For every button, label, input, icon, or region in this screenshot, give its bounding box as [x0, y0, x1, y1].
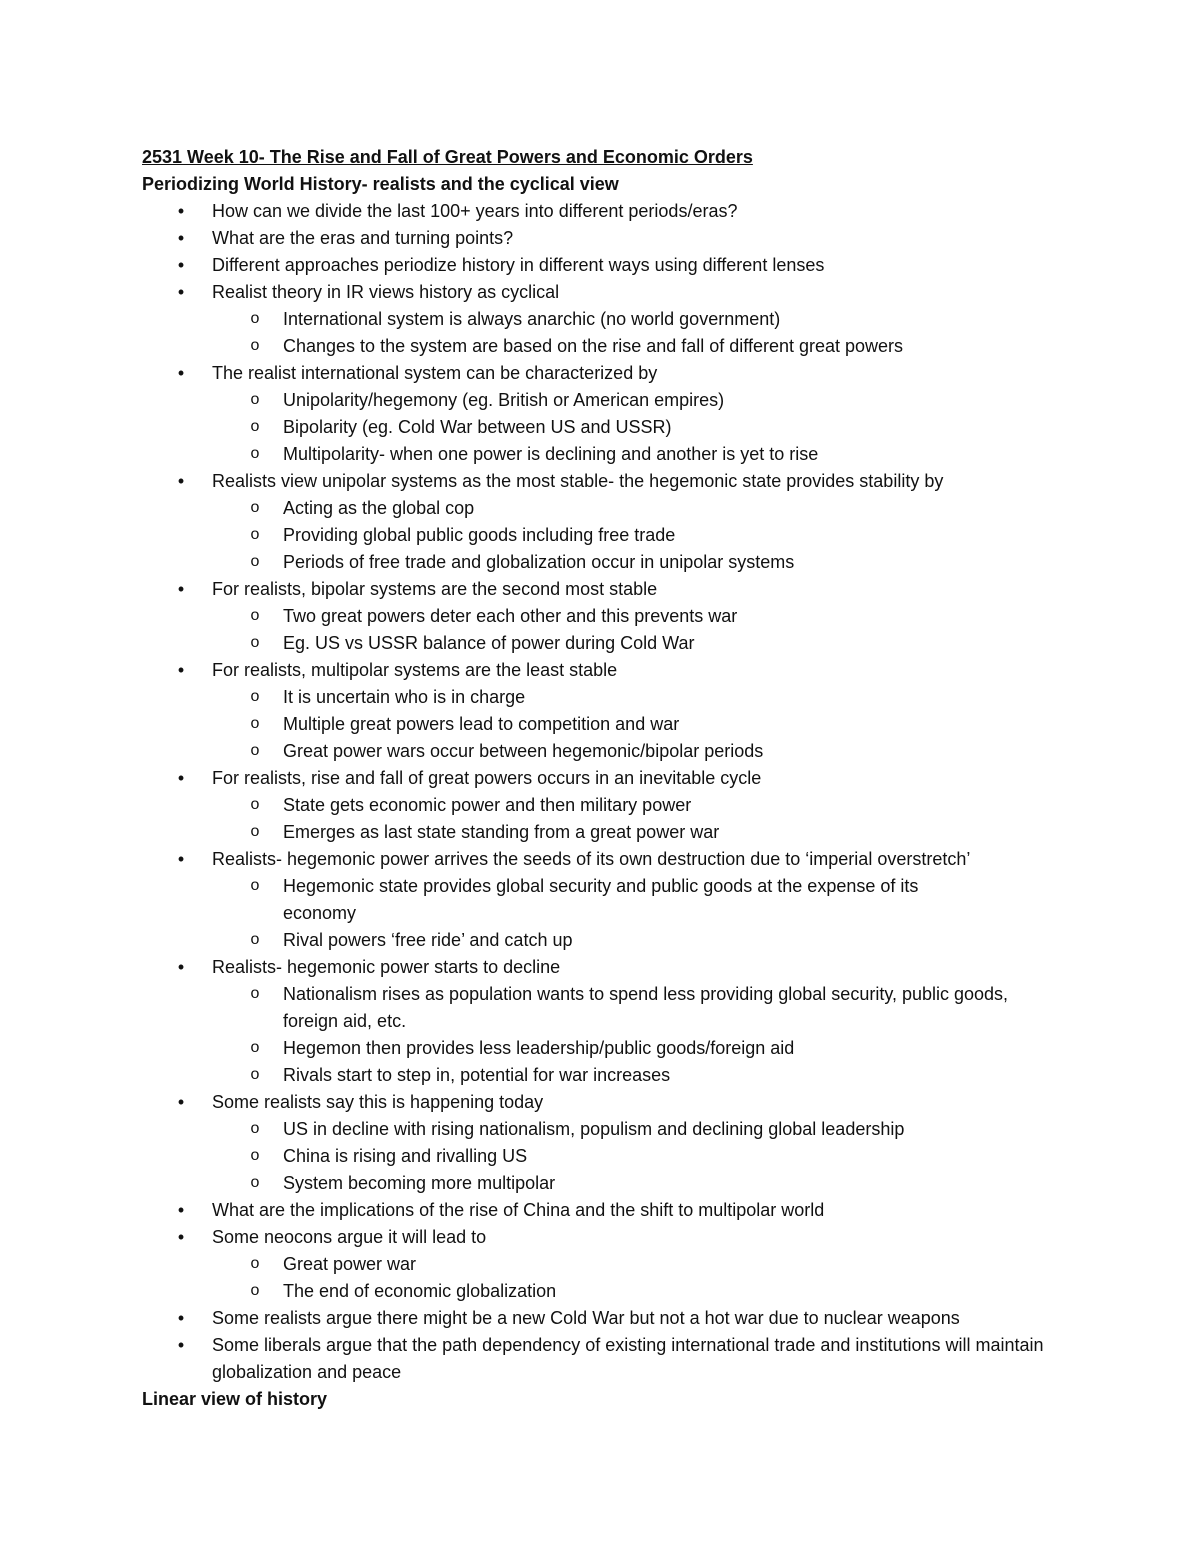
sub-bullet-icon: o	[250, 607, 260, 624]
sub-bullet-item	[142, 1116, 1082, 1143]
bullet-text: For realists, multipolar systems are the least stable	[212, 660, 618, 680]
bullet-item	[142, 1305, 1082, 1332]
sub-bullet-item	[142, 495, 1082, 522]
bullet-item	[142, 765, 1082, 792]
bullet-text: The realist international system can be characterized by	[212, 363, 658, 383]
bullet-item	[142, 846, 1082, 873]
bullet-text: Realist theory in IR views history as cyclical	[212, 282, 560, 302]
bullet-item	[142, 252, 1082, 279]
sub-bullet-text: Changes to the system are based on the rise and fall of different great powers	[283, 336, 904, 356]
bullet-text: Some realists say this is happening today	[212, 1092, 544, 1112]
bullet-icon: •	[177, 228, 185, 248]
sub-bullet-text: Great power wars occur between hegemonic/bipolar periods	[283, 741, 764, 761]
sub-bullet-item	[142, 387, 1082, 414]
bullet-item	[142, 1332, 1062, 1386]
bullet-icon: •	[177, 660, 185, 680]
sub-bullet-item	[142, 630, 1082, 657]
sub-bullet-item	[142, 1170, 1082, 1197]
sub-bullet-icon: o	[250, 688, 260, 705]
bullet-icon: •	[177, 957, 185, 977]
sub-bullet-icon: o	[250, 1282, 260, 1299]
sub-bullet-icon: o	[250, 1066, 260, 1083]
sub-bullet-icon: o	[250, 499, 260, 516]
section-heading-linear: Linear view of history	[142, 1389, 328, 1409]
sub-bullet-item	[142, 549, 1082, 576]
sub-bullet-icon: o	[250, 634, 260, 651]
sub-bullet-text: Rivals start to step in, potential for war increases	[283, 1065, 671, 1085]
bullet-icon: •	[177, 201, 185, 221]
sub-bullet-text: Hegemon then provides less leadership/public goods/foreign aid	[283, 1038, 795, 1058]
sub-bullet-item	[142, 792, 1082, 819]
sub-bullet-icon: o	[250, 715, 260, 732]
section-heading-periodizing: Periodizing World History- realists and the cyclical view	[142, 174, 619, 194]
sub-bullet-text: Unipolarity/hegemony (eg. British or American empires)	[283, 390, 725, 410]
sub-bullet-text: Hegemonic state provides global security and public goods at the expense of its economy	[283, 876, 919, 923]
sub-bullet-text: Emerges as last state standing from a great power war	[283, 822, 720, 842]
sub-bullet-icon: o	[250, 1174, 260, 1191]
sub-bullet-item	[142, 333, 1082, 360]
sub-bullet-item	[142, 522, 1082, 549]
sub-bullet-item	[142, 306, 1082, 333]
bullet-text: What are the eras and turning points?	[212, 228, 514, 248]
bullet-icon: •	[177, 579, 185, 599]
sub-bullet-icon: o	[250, 985, 260, 1002]
sub-bullet-item	[142, 1278, 1082, 1305]
sub-bullet-text: Multipolarity- when one power is declining and another is yet to rise	[283, 444, 819, 464]
sub-bullet-text: Nationalism rises as population wants to spend less providing global security, public goods, foreign aid, etc.	[283, 984, 1009, 1031]
bullet-text: How can we divide the last 100+ years into different periods/eras?	[212, 201, 738, 221]
sub-bullet-icon: o	[250, 796, 260, 813]
sub-bullet-icon: o	[250, 526, 260, 543]
sub-bullet-item	[142, 603, 1082, 630]
bullet-text: Some liberals argue that the path dependency of existing international trade and institutions will maintain globalization and peace	[212, 1335, 1044, 1382]
bullet-item	[142, 225, 1082, 252]
bullet-item	[142, 1089, 1082, 1116]
document-body	[142, 144, 1082, 1413]
sub-bullet-text: It is uncertain who is in charge	[283, 687, 526, 707]
sub-bullet-text: Multiple great powers lead to competition and war	[283, 714, 680, 734]
sub-bullet-text: Two great powers deter each other and this prevents war	[283, 606, 738, 626]
sub-bullet-item	[142, 738, 1082, 765]
bullet-text: Realists- hegemonic power starts to decline	[212, 957, 561, 977]
bullet-item	[142, 360, 1082, 387]
sub-bullet-text: Eg. US vs USSR balance of power during Cold War	[283, 633, 695, 653]
sub-bullet-item	[142, 1035, 1082, 1062]
sub-bullet-icon: o	[250, 553, 260, 570]
sub-bullet-icon: o	[250, 1255, 260, 1272]
sub-bullet-item	[142, 441, 1082, 468]
bullet-icon: •	[177, 768, 185, 788]
bullet-text: For realists, rise and fall of great powers occurs in an inevitable cycle	[212, 768, 762, 788]
sub-bullet-icon: o	[250, 337, 260, 354]
bullet-item	[142, 657, 1082, 684]
sub-bullet-text: Providing global public goods including free trade	[283, 525, 676, 545]
bullet-icon: •	[177, 1200, 185, 1220]
sub-bullet-item	[142, 819, 1082, 846]
bullet-icon: •	[177, 282, 185, 302]
bullet-item	[142, 468, 1082, 495]
sub-bullet-text: The end of economic globalization	[283, 1281, 557, 1301]
sub-bullet-icon: o	[250, 931, 260, 948]
sub-bullet-item	[142, 1251, 1082, 1278]
sub-bullet-icon: o	[250, 310, 260, 327]
bullet-icon: •	[177, 471, 185, 491]
bullet-icon: •	[177, 849, 185, 869]
sub-bullet-icon: o	[250, 418, 260, 435]
bullet-text: Some realists argue there might be a new Cold War but not a hot war due to nuclear weapons	[212, 1308, 960, 1328]
sub-bullet-text: Rival powers ‘free ride’ and catch up	[283, 930, 573, 950]
sub-bullet-icon: o	[250, 1039, 260, 1056]
bullet-item	[142, 198, 1082, 225]
bullet-text: Different approaches periodize history in different ways using different lenses	[212, 255, 825, 275]
sub-bullet-text: US in decline with rising nationalism, populism and declining global leadership	[283, 1119, 905, 1139]
sub-bullet-text: System becoming more multipolar	[283, 1173, 556, 1193]
sub-bullet-item	[142, 1143, 1082, 1170]
sub-bullet-icon: o	[250, 1147, 260, 1164]
bullet-icon: •	[177, 1308, 185, 1328]
sub-bullet-icon: o	[250, 877, 260, 894]
bullet-text: Some neocons argue it will lead to	[212, 1227, 487, 1247]
bullet-item	[142, 1197, 1082, 1224]
sub-bullet-icon: o	[250, 445, 260, 462]
sub-bullet-item	[142, 873, 983, 927]
sub-bullet-text: Periods of free trade and globalization occur in unipolar systems	[283, 552, 795, 572]
bullet-icon: •	[177, 255, 185, 275]
sub-bullet-item	[142, 414, 1082, 441]
sub-bullet-text: Bipolarity (eg. Cold War between US and USSR)	[283, 417, 672, 437]
bullet-icon: •	[177, 1092, 185, 1112]
bullet-icon: •	[177, 1227, 185, 1247]
sub-bullet-text: State gets economic power and then military power	[283, 795, 692, 815]
bullet-item	[142, 576, 1082, 603]
sub-bullet-item	[142, 711, 1082, 738]
bullet-item	[142, 279, 1082, 306]
sub-bullet-icon: o	[250, 391, 260, 408]
bullet-item	[142, 1224, 1082, 1251]
sub-bullet-text: International system is always anarchic (no world government)	[283, 309, 781, 329]
bullet-icon: •	[177, 1335, 185, 1355]
document-title: 2531 Week 10- The Rise and Fall of Great Powers and Economic Orders	[142, 147, 753, 167]
bullet-item	[142, 954, 1082, 981]
sub-bullet-item	[142, 684, 1082, 711]
sub-bullet-item	[142, 927, 1082, 954]
sub-bullet-icon: o	[250, 1120, 260, 1137]
bullet-text: Realists- hegemonic power arrives the seeds of its own destruction due to ‘imperial overstretch’	[212, 849, 971, 869]
sub-bullet-item	[142, 981, 1023, 1035]
sub-bullet-text: China is rising and rivalling US	[283, 1146, 528, 1166]
bullet-text: For realists, bipolar systems are the second most stable	[212, 579, 658, 599]
bullet-text: Realists view unipolar systems as the most stable- the hegemonic state provides stability by	[212, 471, 944, 491]
sub-bullet-icon: o	[250, 823, 260, 840]
sub-bullet-item	[142, 1062, 1082, 1089]
sub-bullet-text: Great power war	[283, 1254, 417, 1274]
sub-bullet-text: Acting as the global cop	[283, 498, 475, 518]
sub-bullet-icon: o	[250, 742, 260, 759]
bullet-text: What are the implications of the rise of China and the shift to multipolar world	[212, 1200, 825, 1220]
bullet-icon: •	[177, 363, 185, 383]
